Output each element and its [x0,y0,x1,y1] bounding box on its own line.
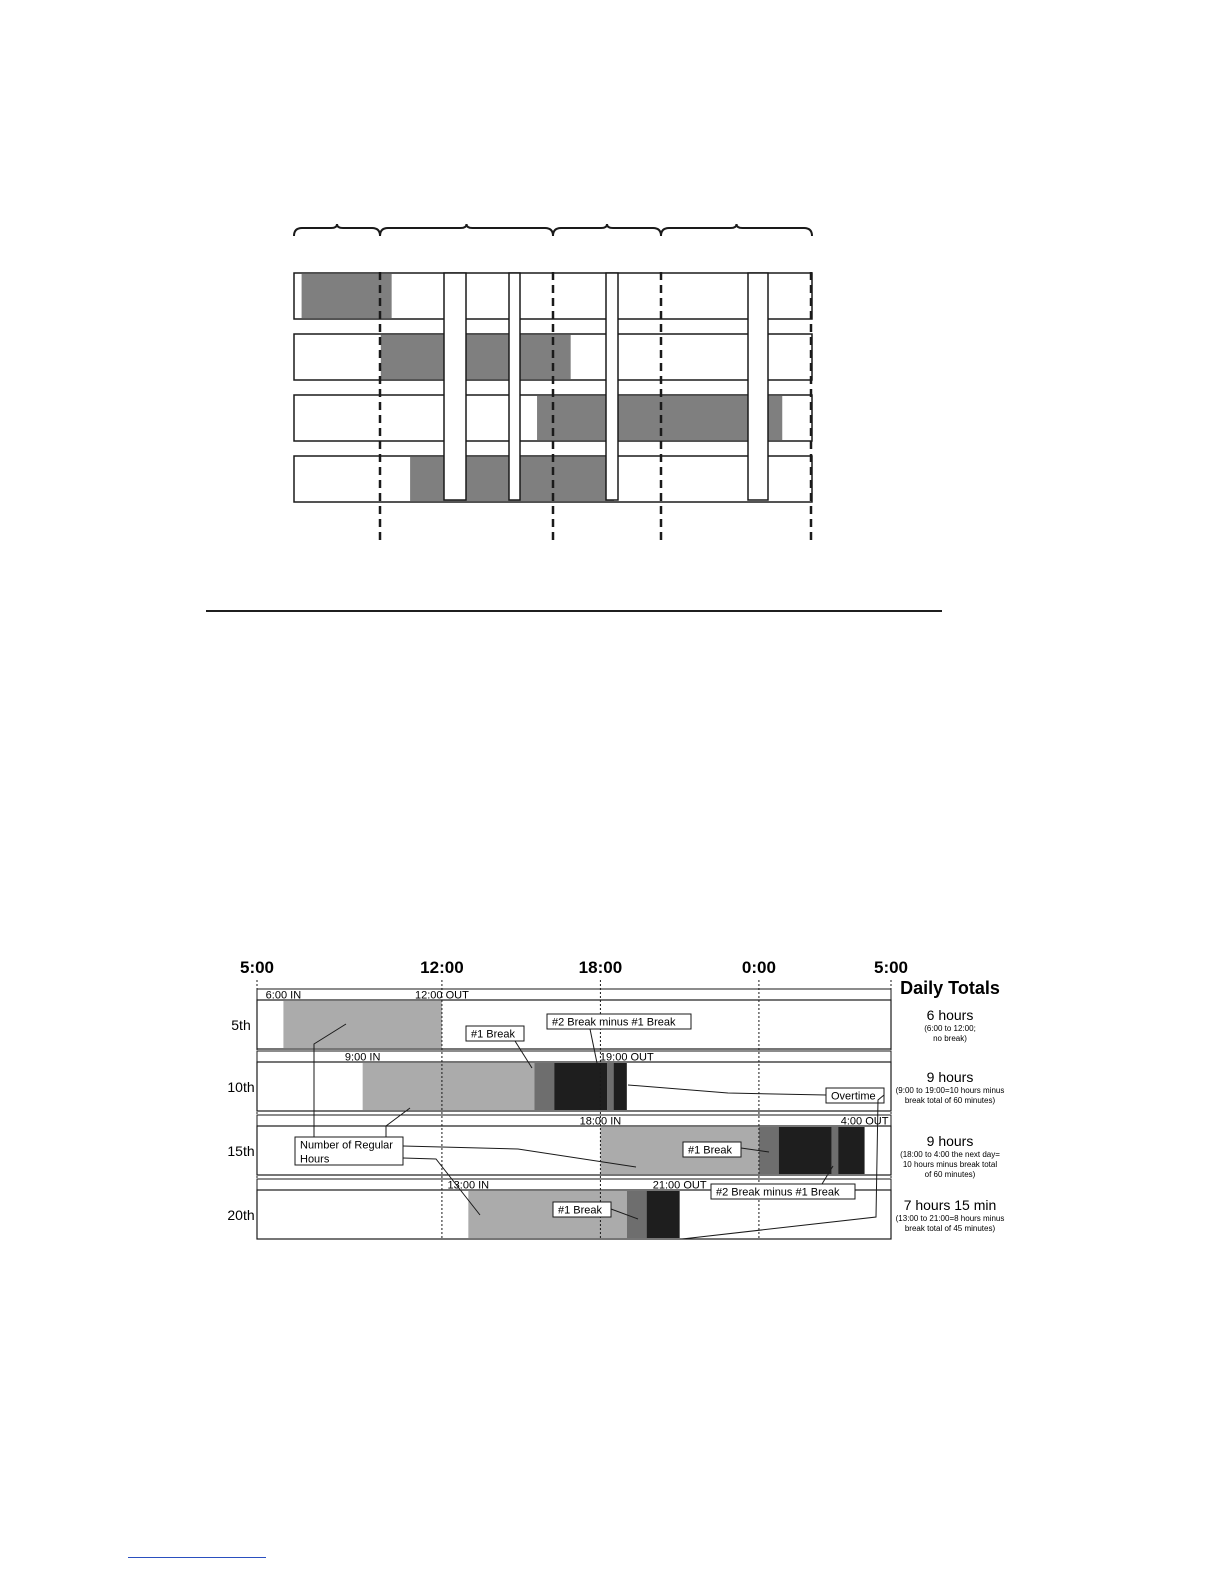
segment-break2 [647,1191,680,1238]
break1-callout-label: #1 Break [471,1028,516,1041]
clock-in-label: 6:00 IN [265,989,302,1002]
daily-total-value: 9 hours [926,1133,974,1149]
section-divider [206,610,942,612]
segment-break1 [607,1063,614,1110]
period-braces [294,224,812,236]
period-brace [553,224,661,236]
overtime-callout-label: Overtime [831,1090,876,1103]
axis-tick-label: 12:00 [420,958,464,977]
row-day-label: 5th [231,1017,251,1033]
footnote-rule [128,1557,266,1558]
period-brace [661,224,812,236]
segment-regular [363,1063,535,1110]
segment-break2 [614,1063,627,1110]
axis-tick-label: 5:00 [239,958,275,977]
top-separator-column [606,273,618,500]
axis-tick-label: 5:00 [873,958,909,977]
segment-regular [283,1001,442,1048]
daily-total-note: break total of 45 minutes) [904,1224,996,1233]
daily-total-note: (18:00 to 4:00 the next day= [900,1150,1000,1159]
period-brace [380,224,553,236]
daily-total-value: 6 hours [926,1007,974,1023]
daily-total-note: no break) [933,1034,967,1043]
top-separator-column [444,273,466,500]
daily-total-note: break total of 60 minutes) [904,1096,996,1105]
segment-break2 [838,1127,864,1174]
top-row-shaded-segment [537,396,782,440]
time-axis [240,958,908,977]
daily-total-note: (6:00 to 12:00; [924,1024,976,1033]
daily-total-note: (13:00 to 21:00=8 hours minus [895,1214,1005,1223]
segment-break1 [627,1191,647,1238]
daily-total-note: of 60 minutes) [924,1170,976,1179]
clock-in-label: 9:00 IN [344,1051,381,1064]
work-hours-chart [0,940,1224,1250]
regular-hours-callout-label: Hours [300,1153,330,1166]
break1-callout-label: #1 Break [688,1144,733,1157]
top-timeline-diagram [0,0,1224,600]
top-row-shaded-segment [381,335,571,379]
axis-tick-label: 0:00 [741,958,776,977]
segment-break1 [534,1063,554,1110]
break2-minus-callout-label: #2 Break minus #1 Break [552,1016,676,1029]
daily-total-value: 9 hours [926,1069,974,1085]
clock-out-label: 21:00 OUT [652,1179,707,1192]
row-label-strip [257,989,891,1000]
daily-total-note: 10 hours minus break total [902,1160,998,1169]
row-label-strip [257,1115,891,1126]
top-separator-column [509,273,520,500]
top-separator-column [748,273,768,500]
segment-break2 [779,1127,832,1174]
axis-tick-label: 18:00 [578,958,623,977]
row-day-label: 20th [227,1207,255,1223]
clock-in-label: 13:00 IN [447,1179,490,1192]
top-row-shaded-segment [302,274,392,318]
period-brace [294,224,380,236]
break1-callout-label: #1 Break [558,1204,603,1217]
break2-minus-callout-label: #2 Break minus #1 Break [716,1186,840,1199]
daily-total-note: (9:00 to 19:00=10 hours minus [895,1086,1005,1095]
daily-totals-header: Daily Totals [900,978,1000,998]
clock-out-label: 19:00 OUT [599,1051,654,1064]
daily-total-value: 7 hours 15 min [903,1197,997,1213]
regular-hours-callout-label: Number of Regular [300,1139,393,1152]
row-day-label: 10th [227,1079,255,1095]
clock-out-label: 4:00 OUT [840,1115,889,1128]
segment-break2 [554,1063,607,1110]
row-day-label: 15th [227,1143,255,1159]
clock-out-label: 12:00 OUT [415,989,469,1002]
clock-in-label: 18:00 IN [579,1115,622,1128]
